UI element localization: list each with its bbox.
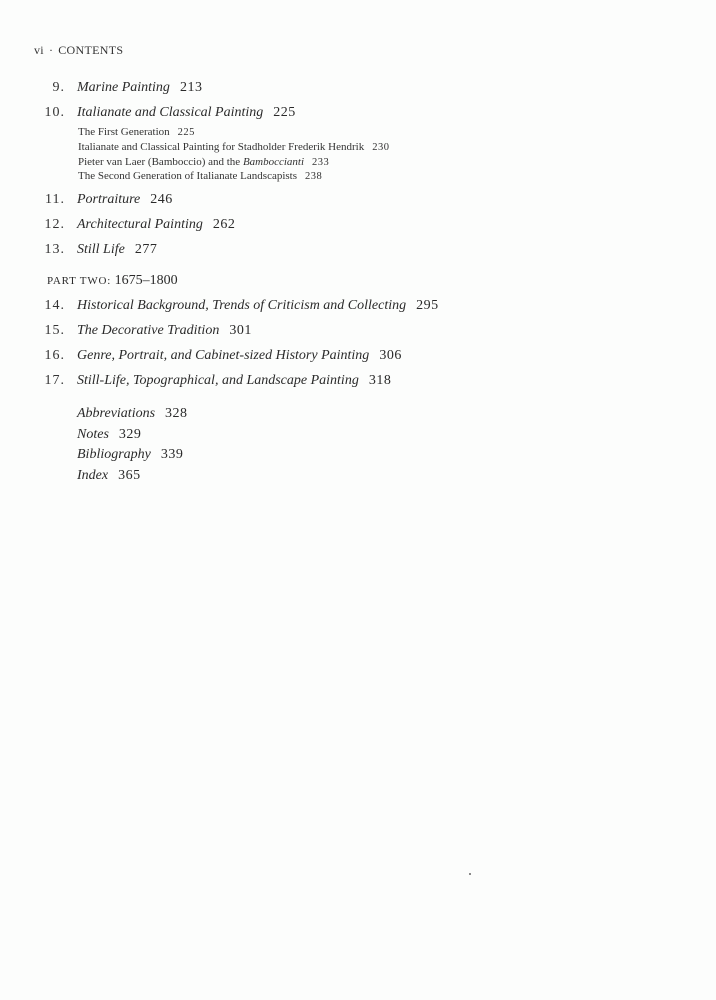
separator: · bbox=[48, 43, 54, 57]
chapter-title: Historical Background, Trends of Criticism and Collecting bbox=[77, 298, 407, 313]
page-number: 365 bbox=[118, 468, 141, 483]
part-dates: 1675–1800 bbox=[114, 273, 178, 288]
toc-subentry[interactable] bbox=[78, 141, 389, 153]
page-number: 277 bbox=[134, 242, 158, 257]
page-number: 318 bbox=[368, 373, 392, 388]
page-number: 233 bbox=[312, 157, 330, 168]
chapter-line bbox=[77, 242, 157, 258]
page-number: 225 bbox=[177, 127, 195, 138]
backmatter-title: Notes bbox=[77, 427, 109, 442]
page-number: 295 bbox=[416, 298, 439, 313]
chapter-title: Portraiture bbox=[77, 192, 141, 207]
chapter-title: Still Life bbox=[77, 242, 125, 257]
chapter-number: 13. bbox=[44, 242, 65, 257]
chapter-line bbox=[77, 192, 173, 208]
page-number: 262 bbox=[212, 217, 236, 232]
chapter-title: Genre, Portrait, and Cabinet-sized History Painting bbox=[77, 348, 370, 363]
toc-subentry[interactable] bbox=[78, 126, 195, 138]
chapter-title: Still-Life, Topographical, and Landscape Painting bbox=[77, 373, 359, 388]
subentry-title: The First Generation bbox=[78, 126, 170, 138]
page-number: 225 bbox=[273, 105, 296, 120]
part-label: PART TWO: bbox=[47, 275, 112, 287]
page-number: 213 bbox=[179, 80, 203, 95]
running-head bbox=[34, 43, 123, 58]
chapter-number: 11. bbox=[45, 192, 65, 207]
chapter-number: 16. bbox=[44, 348, 65, 363]
chapter-line bbox=[77, 105, 296, 121]
page-number: 329 bbox=[118, 427, 142, 442]
chapter-line bbox=[77, 80, 202, 96]
chapter-line bbox=[77, 323, 252, 339]
chapter-line bbox=[77, 298, 439, 314]
toc-backmatter-entry[interactable] bbox=[77, 468, 141, 484]
chapter-line bbox=[77, 373, 391, 389]
chapter-number: 15. bbox=[44, 323, 65, 338]
chapter-line bbox=[77, 348, 402, 364]
page-number: 246 bbox=[150, 192, 173, 207]
subentry-title: The Second Generation of Italianate Landscapists bbox=[78, 170, 298, 182]
chapter-title: Marine Painting bbox=[77, 80, 170, 95]
toc-backmatter-entry[interactable] bbox=[77, 427, 141, 443]
backmatter-title: Abbreviations bbox=[77, 406, 156, 421]
page-number: 238 bbox=[305, 171, 323, 182]
backmatter-title: Bibliography bbox=[77, 447, 151, 462]
running-head-label: CONTENTS bbox=[58, 43, 124, 57]
page-number: 328 bbox=[165, 406, 188, 421]
toc-backmatter-entry[interactable] bbox=[77, 406, 188, 422]
chapter-number: 14. bbox=[44, 298, 65, 313]
subentry-title: Italianate and Classical Painting for Stadholder Frederik Hendrik bbox=[78, 141, 365, 153]
toc-subentry[interactable] bbox=[78, 170, 322, 182]
chapter-title: Architectural Painting bbox=[77, 217, 203, 232]
page-number: 230 bbox=[372, 142, 390, 153]
paper-speck bbox=[469, 873, 471, 875]
chapter-number: 17. bbox=[44, 373, 65, 388]
chapter-number: 9. bbox=[52, 80, 65, 95]
backmatter-title: Index bbox=[77, 468, 109, 483]
toc-subentry[interactable] bbox=[78, 156, 329, 168]
chapter-title: Italianate and Classical Painting bbox=[77, 105, 264, 120]
chapter-line bbox=[77, 217, 235, 233]
page-number: 306 bbox=[379, 348, 402, 363]
chapter-title: The Decorative Tradition bbox=[77, 323, 220, 338]
subentry-title-italic: Bamboccianti bbox=[242, 156, 305, 168]
page-number: 301 bbox=[229, 323, 252, 338]
chapter-number: 10. bbox=[44, 105, 65, 120]
folio: vi bbox=[34, 43, 44, 57]
part-heading bbox=[47, 273, 178, 289]
subentry-title: Pieter van Laer (Bamboccio) and the bbox=[78, 156, 243, 168]
toc-backmatter-entry[interactable] bbox=[77, 447, 183, 463]
chapter-number: 12. bbox=[44, 217, 65, 232]
page-number: 339 bbox=[160, 447, 184, 462]
